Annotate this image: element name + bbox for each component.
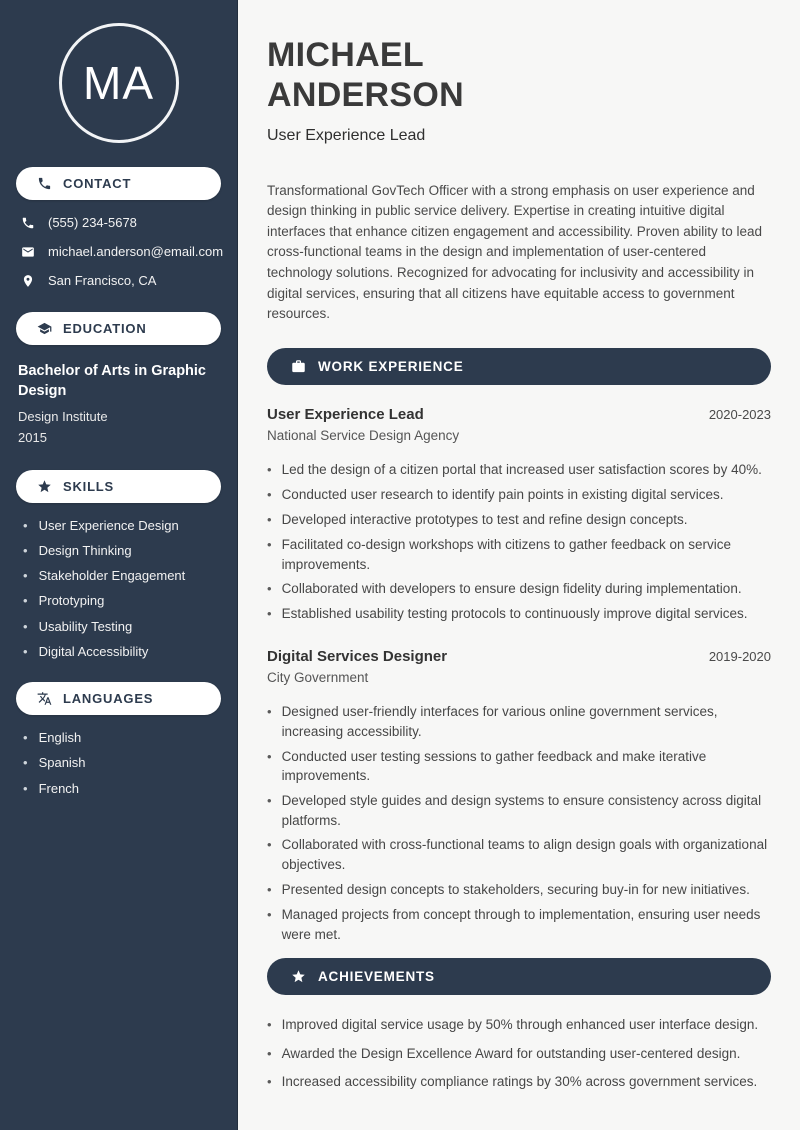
contact-section-header	[16, 167, 221, 200]
job-title: Digital Services Designer	[267, 648, 448, 666]
language-item: • English	[23, 730, 82, 746]
page-title	[267, 36, 771, 116]
bullet-dot: •	[23, 568, 28, 584]
bullet-dot: •	[267, 536, 272, 552]
location-text: San Francisco, CA	[48, 273, 157, 288]
job-bullet-list	[267, 460, 771, 624]
job-title: User Experience Lead	[267, 406, 424, 424]
education-entry	[16, 361, 221, 445]
bullet-dot: •	[267, 486, 272, 502]
bullet-dot: •	[267, 511, 272, 527]
job-bullet-list	[267, 702, 771, 944]
skills-header-label: SKILLS	[63, 479, 115, 494]
job-header	[267, 648, 771, 665]
last-name: ANDERSON	[267, 75, 464, 114]
skill-item: • User Experience Design	[23, 518, 179, 533]
languages-header-label: LANGUAGES	[63, 691, 154, 707]
briefcase-icon	[291, 359, 306, 374]
job-company: City Government	[267, 670, 369, 686]
work-experience-section-header	[267, 348, 771, 385]
professional-title: User Experience Lead	[267, 126, 426, 144]
job-bullet: • Established usability testing protocols to continuously improve digital services.	[267, 604, 771, 624]
bullet-dot: •	[267, 1017, 272, 1033]
bullet-dot: •	[267, 1045, 272, 1061]
bullet-dot: •	[267, 837, 272, 853]
job-bullet: • Developed style guides and design systems to ensure consistency across digital platforms.	[267, 793, 762, 828]
skills-section-header	[16, 470, 221, 503]
sidebar	[0, 0, 238, 1130]
avatar-initials: MA	[83, 57, 154, 109]
achievements-section-header	[267, 958, 771, 995]
languages-list	[16, 731, 221, 795]
job-entry	[267, 648, 771, 944]
education-section-header	[16, 312, 221, 345]
contact-header-label: CONTACT	[63, 176, 132, 191]
job-bullet: • Designed user-friendly interfaces for various online government services, increasing accessibility.	[267, 704, 718, 739]
contact-email-row	[21, 244, 224, 259]
phone-icon	[37, 176, 52, 191]
bullet-dot: •	[23, 643, 28, 659]
email-address: michael.anderson@email.com	[48, 244, 224, 259]
achievement-bullet: • Awarded the Design Excellence Award for outstanding user-centered design.	[267, 1044, 771, 1064]
bullet-dot: •	[267, 581, 272, 597]
bullet-dot: •	[23, 543, 28, 559]
job-bullet: • Collaborated with cross-functional teams to align design goals with organizational objectives.	[267, 837, 768, 873]
skill-item: • Digital Accessibility	[23, 643, 149, 659]
avatar	[59, 23, 179, 143]
achievements-header-label: ACHIEVEMENTS	[318, 969, 435, 985]
achievement-bullet: • Increased accessibility compliance ratings by 30% across government services.	[267, 1072, 771, 1092]
phone-icon	[21, 216, 35, 230]
job-bullet: • Managed projects from concept through to implementation, ensuring user needs were met.	[267, 906, 761, 942]
job-bullet: • Collaborated with developers to ensure design fidelity during implementation.	[267, 579, 771, 599]
job-dates: 2020-2023	[708, 407, 771, 423]
contact-phone-row	[21, 215, 221, 230]
language-item: • French	[23, 780, 80, 796]
achievement-bullet: • Improved digital service usage by 50% through enhanced user interface design.	[267, 1015, 771, 1035]
professional-summary: Transformational GovTech Officer with a strong emphasis on user experience and design thinking in public service delivery. Expertise in creating intuitive digital interfaces that enhance citizen engagement and accessibility. Proven ability to lead cross-functional teams in the design and implementation of user-centered technology solutions. Recognized for advocating for inclusivity and accessibility in digital services, ensuring that all citizens have equitable access to government resources.	[267, 182, 763, 322]
skill-item: • Prototyping	[23, 593, 105, 609]
achievements-list	[267, 1015, 771, 1092]
star-icon	[291, 969, 306, 984]
education-year: 2015	[18, 430, 47, 445]
bullet-dot: •	[267, 1074, 272, 1090]
job-entry	[267, 406, 771, 624]
main-content	[238, 0, 800, 1130]
bullet-dot: •	[23, 780, 28, 796]
skill-item: • Usability Testing	[23, 618, 133, 634]
bullet-dot: •	[267, 906, 272, 922]
job-bullet: • Conducted user research to identify pain points in existing digital services.	[267, 485, 771, 505]
bullet-dot: •	[267, 462, 272, 478]
education-degree: Bachelor of Arts in Graphic Design	[18, 363, 206, 399]
education-school: Design Institute	[18, 409, 108, 424]
job-bullet: • Facilitated co-design workshops with citizens to gather feedback on service improvements.	[267, 536, 732, 572]
job-bullet: • Conducted user testing sessions to gather feedback and make iterative improvements.	[267, 748, 707, 784]
skill-item: • Design Thinking	[23, 543, 132, 559]
email-icon	[21, 245, 35, 259]
bullet-dot: •	[267, 606, 272, 622]
language-item: • Spanish	[23, 755, 86, 771]
bullet-dot: •	[23, 755, 28, 771]
first-name: MICHAEL	[267, 36, 424, 74]
phone-number: (555) 234-5678	[48, 215, 137, 230]
bullet-dot: •	[267, 793, 272, 809]
job-dates: 2019-2020	[708, 649, 771, 665]
job-company: National Service Design Agency	[267, 428, 460, 444]
job-header	[267, 406, 771, 423]
job-bullet: • Presented design concepts to stakeholders, securing buy-in for new initiatives.	[267, 880, 771, 900]
translate-icon	[37, 691, 52, 706]
location-icon	[21, 274, 35, 288]
bullet-dot: •	[267, 704, 272, 720]
contact-list	[16, 215, 224, 288]
bullet-dot: •	[23, 730, 28, 746]
bullet-dot: •	[23, 593, 28, 609]
contact-location-row	[21, 273, 221, 288]
skills-list	[16, 519, 221, 658]
job-bullet: • Developed interactive prototypes to test and refine design concepts.	[267, 510, 771, 530]
skill-item: • Stakeholder Engagement	[23, 568, 186, 584]
work-experience-header-label: WORK EXPERIENCE	[318, 359, 464, 375]
bullet-dot: •	[267, 748, 272, 764]
education-header-label: EDUCATION	[63, 321, 147, 336]
bullet-dot: •	[23, 618, 28, 634]
star-icon	[37, 479, 52, 494]
graduation-cap-icon	[37, 321, 52, 336]
bullet-dot: •	[23, 518, 28, 533]
bullet-dot: •	[267, 881, 272, 897]
job-bullet: • Led the design of a citizen portal that increased user satisfaction scores by 40%.	[267, 460, 771, 480]
languages-section-header	[16, 682, 221, 715]
